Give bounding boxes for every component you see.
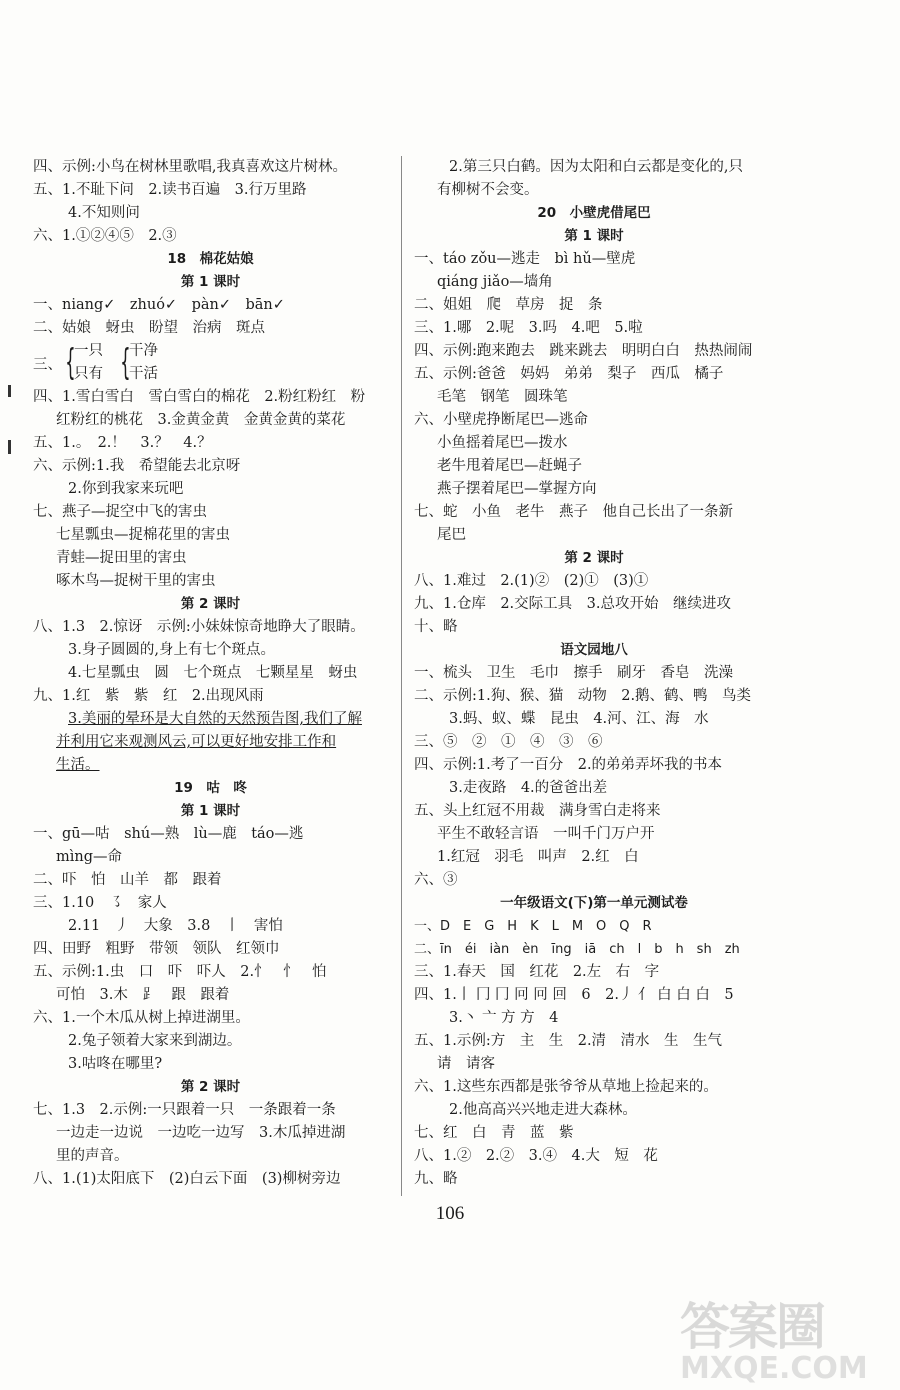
- section-title: 语文园地八: [560, 642, 628, 658]
- answer-line: 一边走一边说 一边吃一边写 3.木瓜掉进湖: [56, 1125, 346, 1141]
- answer-line: 四、田野 粗野 带领 领队 红领巾: [33, 941, 280, 957]
- answer-line: 生活。: [56, 757, 100, 773]
- answer-line: 九、1.仓库 2.交际工具 3.总攻开始 继续进攻: [414, 596, 732, 612]
- answer-line: 四、1.丨 冂 冂 冋 冋 回 6 2.丿 亻 白 白 白 5: [414, 987, 734, 1003]
- brace-icon: {: [120, 342, 131, 383]
- brace-item: 干活: [129, 366, 158, 382]
- answer-line: 八、1.② 2.② 3.④ 4.大 短 花: [414, 1148, 658, 1164]
- session-title: 第 2 课时: [180, 596, 241, 612]
- answer-line: 4.不知则问: [68, 205, 140, 221]
- lesson-title: 18 棉花姑娘: [167, 251, 254, 267]
- brace-item: 干净: [129, 343, 158, 359]
- answer-line: 八、1.难过 2.(1)② (2)① (3)①: [414, 573, 649, 589]
- answer-line: 二、示例:1.狗、猴、猫 动物 2.鹅、鹤、鸭 鸟类: [414, 688, 752, 704]
- session-title: 第 1 课时: [180, 803, 241, 819]
- answer-line: 七星瓢虫—捉棉花里的害虫: [56, 527, 230, 543]
- answer-line: 五、1.。 2.！ 3.？ 4.？: [33, 435, 212, 451]
- answer-line: 六、1.①②④⑤ 2.③: [33, 228, 177, 244]
- page-number: 106: [435, 1203, 465, 1224]
- brace-group-a: [74, 340, 103, 386]
- lesson-title: 19 咕 咚: [174, 780, 247, 796]
- right-column: [414, 156, 774, 1191]
- answer-line: 九、1.红 紫 紫 红 2.出现风雨: [33, 688, 264, 704]
- answer-line: 里的声音。: [56, 1148, 129, 1164]
- answer-line: 二、吓 怕 山羊 都 跟着: [33, 872, 222, 888]
- answer-line: 七、红 白 青 蓝 紫: [414, 1125, 574, 1141]
- answer-line: 一、D E G H K L M O Q R: [414, 919, 652, 934]
- answer-line: 可怕 3.木 ⻊ 跟 跟着: [56, 987, 230, 1003]
- answer-line: 一、niang✓ zhuó✓ pàn✓ bān✓: [33, 297, 285, 313]
- answer-line: 尾巴: [437, 527, 466, 543]
- answer-line: 七、燕子—捉空中飞的害虫: [33, 504, 207, 520]
- answer-line: 六、1.这些东西都是张爷爷从草地上捡起来的。: [414, 1079, 718, 1095]
- answer-line: 三、1.哪 2.呢 3.吗 4.吧 5.啦: [414, 320, 643, 336]
- watermark-text: 答案圈: [680, 1298, 824, 1356]
- answer-line: 啄木鸟—捉树干里的害虫: [56, 573, 216, 589]
- answer-line: 八、1.(1)太阳底下 (2)白云下面 (3)柳树旁边: [33, 1171, 341, 1187]
- answer-line: 有柳树不会变。: [437, 182, 539, 198]
- brace-icon: {: [65, 342, 76, 383]
- answer-line: 红粉红的桃花 3.金黄金黄 金黄金黄的菜花: [56, 412, 346, 428]
- answer-line: 2.他高高兴兴地走进大森林。: [449, 1102, 637, 1118]
- column-divider: [401, 156, 402, 1196]
- answer-line: 2.兔子领着大家来到湖边。: [68, 1033, 242, 1049]
- answer-line: 一、gū—咕 shú—熟 lù—鹿 táo—逃: [33, 826, 304, 842]
- answer-line: 五、1.不耻下问 2.读书百遍 3.行万里路: [33, 182, 307, 198]
- answer-line: 3.蚂、蚁、蝶 昆虫 4.河、江、海 水: [449, 711, 709, 727]
- answer-line: 一、táo zǒu—逃走 bì hǔ—壁虎: [414, 251, 636, 267]
- session-title: 第 2 课时: [180, 1079, 241, 1095]
- answer-line: 平生不敢轻言语 一叫千门万户开: [437, 826, 655, 842]
- answer-line: 三、1.春天 国 红花 2.左 右 字: [414, 964, 660, 980]
- answer-line: 3.美丽的晕环是大自然的天然预告图,我们了解: [68, 711, 362, 727]
- answer-line: 五、示例:爸爸 妈妈 弟弟 梨子 西瓜 橘子: [414, 366, 724, 382]
- answer-line: 六、小壁虎挣断尾巴—逃命: [414, 412, 588, 428]
- brace-answer: [33, 340, 388, 386]
- answer-line: 2.第三只白鹤。因为太阳和白云都是变化的,只: [449, 159, 743, 175]
- answer-line: 请 请客: [437, 1056, 495, 1072]
- answer-line: 2.11 丿 大象 3.8 丨 害怕: [68, 918, 283, 934]
- answer-line: 六、示例:1.我 希望能去北京呀: [33, 458, 241, 474]
- answer-line: 燕子摆着尾巴—掌握方向: [437, 481, 597, 497]
- answer-line: 二、姑娘 蚜虫 盼望 治病 斑点: [33, 320, 265, 336]
- test-title: 一年级语文(下)第一单元测试卷: [500, 895, 688, 911]
- session-title: 第 2 课时: [564, 550, 624, 566]
- answer-line: 十、略: [414, 619, 458, 635]
- answer-line: 一、梳头 卫生 毛巾 擦手 刷牙 香皂 洗澡: [414, 665, 733, 681]
- answer-line: 四、示例:小鸟在树林里歌唱,我真喜欢这片树林。: [33, 159, 347, 175]
- answer-line: 五、1.示例:方 主 生 2.清 清水 生 生气: [414, 1033, 723, 1049]
- brace-group-b: [129, 340, 158, 386]
- answer-line: 四、示例:1.考了一百分 2.的弟弟弄坏我的书本: [414, 757, 723, 773]
- answer-line: 六、③: [414, 872, 458, 888]
- answer-line: 2.你到我家来玩吧: [68, 481, 184, 497]
- answer-line: 七、1.3 2.示例:一只跟着一只 一条跟着一条: [33, 1102, 336, 1118]
- answer-line: mìng—命: [56, 849, 123, 865]
- answer-prefix: 三、: [33, 356, 62, 373]
- answer-line: 3.走夜路 4.的爸爸出差: [449, 780, 608, 796]
- answer-line: 七、蛇 小鱼 老牛 燕子 他自己长出了一条新: [414, 504, 733, 520]
- scan-mark-1: [8, 385, 11, 397]
- answer-line: 五、示例:1.虫 口 吓 吓人 2.忄 忄 怕: [33, 964, 327, 980]
- scan-mark-2: [8, 440, 11, 454]
- session-title: 第 1 课时: [180, 274, 241, 290]
- answer-line: 4.七星瓢虫 圆 七个斑点 七颗星星 蚜虫: [68, 665, 358, 681]
- answer-line: 3.咕咚在哪里?: [68, 1056, 163, 1072]
- answer-line: 3.身子圆圆的,身上有七个斑点。: [68, 642, 275, 658]
- answer-line: 六、1.一个木瓜从树上掉进湖里。: [33, 1010, 250, 1026]
- answer-line: 青蛙—捉田里的害虫: [56, 550, 187, 566]
- answer-line: 三、1.10 ㇌ 家人: [33, 895, 167, 911]
- answer-line: 八、1.3 2.惊讶 示例:小妹妹惊奇地睁大了眼睛。: [33, 619, 365, 635]
- answer-line: 毛笔 钢笔 圆珠笔: [437, 389, 568, 405]
- brace-item: 只有: [74, 366, 103, 382]
- answer-line: 四、示例:跑来跑去 跳来跳去 明明白白 热热闹闹: [414, 343, 753, 359]
- lesson-title: 20 小壁虎借尾巴: [537, 205, 651, 221]
- answer-line: 并利用它来观测风云,可以更好地安排工作和: [56, 734, 337, 750]
- answer-line: 3.丶 亠 方 方 4: [449, 1010, 559, 1026]
- session-title: 第 1 课时: [564, 228, 624, 244]
- answer-line: 三、⑤ ② ① ④ ③ ⑥: [414, 734, 603, 750]
- brace-item: 一只: [74, 343, 103, 359]
- left-column: [33, 156, 388, 1191]
- answer-line: 九、略: [414, 1171, 458, 1187]
- watermark-logo: [680, 1287, 890, 1386]
- answer-line: 二、姐姐 爬 草房 捉 条: [414, 297, 603, 313]
- answer-line: 老牛甩着尾巴—赶蝇子: [437, 458, 582, 474]
- answer-line: 1.红冠 羽毛 叫声 2.红 白: [437, 849, 639, 865]
- answer-line: 四、1.雪白雪白 雪白雪白的棉花 2.粉红粉红 粉: [33, 389, 366, 405]
- answer-line: qiáng jiǎo—墙角: [437, 274, 553, 290]
- answer-line: 小鱼摇着尾巴—拨水: [437, 435, 568, 451]
- watermark-url: MXQE.COM: [680, 1351, 868, 1386]
- answer-line: 五、头上红冠不用裁 满身雪白走将来: [414, 803, 661, 819]
- answer-line: 二、īn éi iàn èn īng iā ch l b h sh zh: [414, 942, 740, 957]
